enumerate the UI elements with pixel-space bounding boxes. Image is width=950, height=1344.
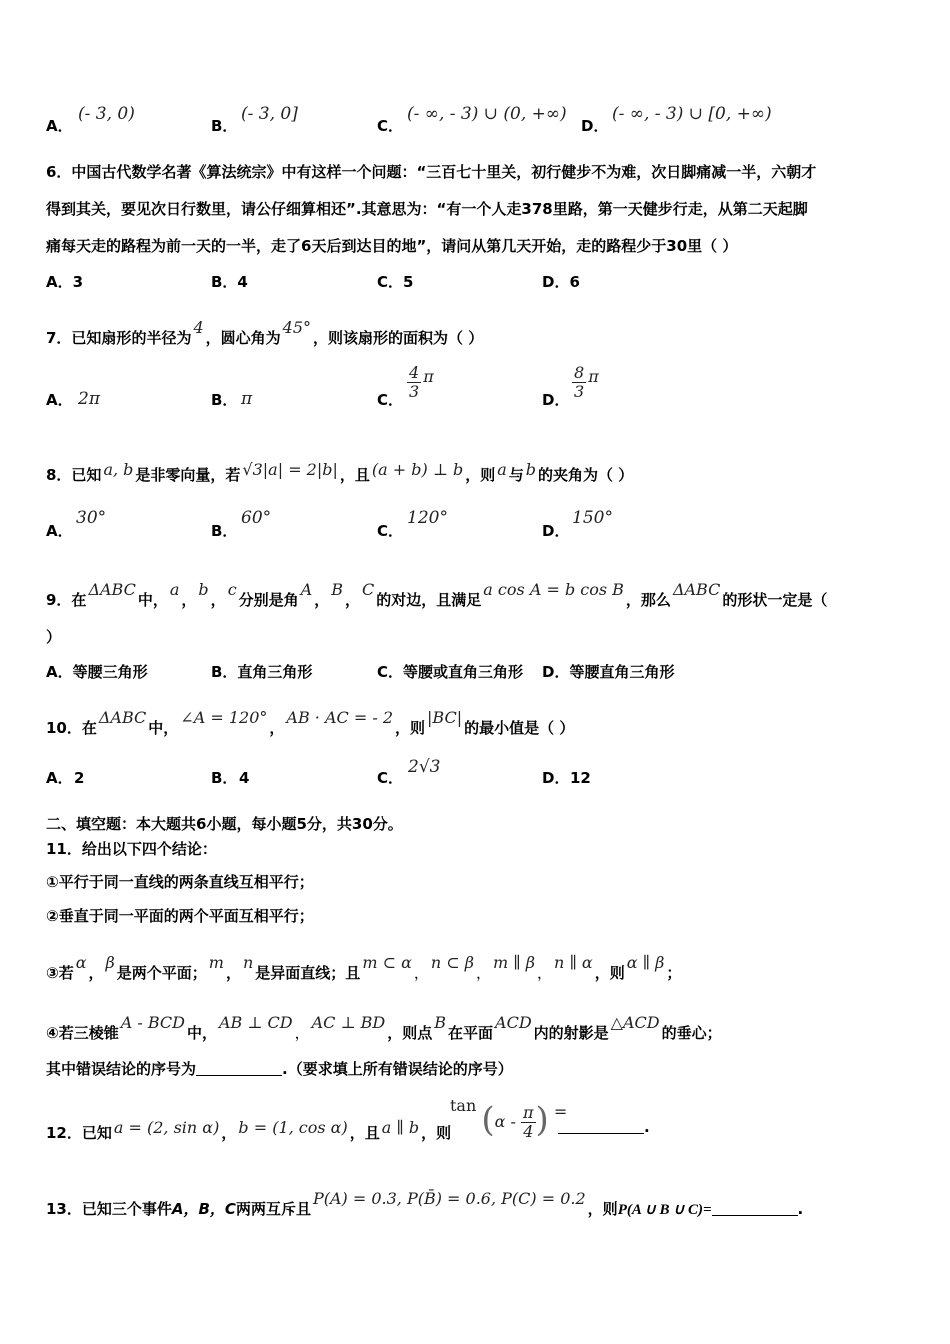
q12-text-3: ，且	[349, 1124, 380, 1142]
q7-option-d	[572, 364, 601, 401]
q9-option-c: C．等腰或直角三角形	[377, 663, 524, 681]
section-heading-fill-in: 二、填空题：本大题共6小题，每小题5分，共30分。	[46, 815, 403, 833]
q11-question	[46, 1059, 513, 1079]
q8-text-2: 是非零向量，若	[135, 466, 241, 484]
q5-option-d-expr: (- ∞, - 3) ∪ [0, +∞)	[612, 104, 772, 124]
q8-text-6: 的夹角为（ ）	[538, 466, 634, 484]
q11-ask-text-2: .（要求填上所有错误结论的序号）	[282, 1060, 513, 1078]
q11-s3-text-2: ，	[88, 964, 104, 982]
q11-statement-4: ④若三棱锥A - BCD中，AB ⊥ CD，AC ⊥ BD，则点B在平面ACD内的射影是△ACD的垂心；	[46, 1013, 722, 1042]
q12-answer	[558, 1118, 650, 1136]
q8-vars: a, b	[103, 460, 134, 479]
q6-text-line2: 得到其关，要见次日行数里，请公仔细算相还”.其意思为：“有一个人走378里路，第一天健步行走，从第二天起脚	[46, 200, 808, 218]
q10-triangle: ΔABC	[98, 708, 147, 727]
q11-s4-text-3: ，则点	[387, 1024, 433, 1042]
q12-tan: tan	[450, 1096, 477, 1115]
q12-text-2: ，	[221, 1124, 237, 1142]
q13-ask: P(A ∪ B ∪ C)=	[617, 1202, 712, 1218]
q9-side-a: a	[169, 580, 180, 599]
q8-stem	[46, 460, 633, 485]
q12-end: .	[644, 1118, 650, 1136]
q13-text-3: ，则	[587, 1200, 618, 1218]
q11-s3-result: α ∥ β	[626, 953, 665, 972]
q11-s3-beta: β	[105, 953, 115, 972]
q10-option-a: 2	[74, 769, 85, 787]
q7-option-b-label: B．	[211, 391, 238, 409]
q8-vector-b: b	[525, 460, 537, 479]
q11-s3-cond-1: m ⊂ α	[362, 953, 412, 972]
q9-text-3: 分别是角	[238, 591, 299, 609]
q11-s4-text-1: ④若三棱锥	[46, 1024, 119, 1042]
q12-vector-b: b = (1, cos α)	[238, 1118, 348, 1137]
q7-option-d-fraction	[572, 364, 586, 401]
q12-equals: =	[553, 1102, 568, 1121]
q11-s4-point-b: B	[434, 1013, 446, 1032]
q11-s4-plane: ACD	[495, 1013, 532, 1032]
q10-dot-product: AB · AC = - 2	[286, 708, 394, 727]
q12-vector-a: a = (2, sin α)	[113, 1118, 220, 1137]
q6-text-line3: 痛每天走的路程为前一天的一半，走了6天后到达目的地”，请问从第几天开始，走的路程少于30里（ ）	[46, 237, 738, 255]
q11-s3-text-3: 是两个平面；	[116, 964, 207, 982]
q11-s4-triangle: △ACD	[610, 1013, 660, 1032]
q11-intro: 11．给出以下四个结论：	[46, 840, 217, 858]
q9-text-2: 中，	[137, 591, 168, 609]
q8-condition-2: (a + b) ⊥ b	[371, 460, 464, 479]
q9-option-b: B．直角三角形	[211, 663, 313, 681]
q8-condition-1: √3|a| = 2|b|	[242, 460, 338, 479]
q7-option-a: 2π	[78, 389, 100, 409]
q9-angle-c: C	[362, 580, 375, 599]
q7-option-c-pi: π	[423, 367, 434, 386]
q12-text-1: 12．已知	[46, 1124, 112, 1142]
q12-expression: tan (α - $\frac{\pi}{4}$ ) =	[450, 1096, 568, 1141]
q7-option-d-pi: π	[588, 367, 599, 386]
q12-answer-blank[interactable]	[558, 1119, 644, 1134]
q8-option-d: 150°	[572, 508, 613, 528]
q11-s3-text-6: ，则	[594, 964, 625, 982]
q11-statement-2: ②垂直于同一平面的两个平面互相平行；	[46, 907, 314, 925]
q9-comma-4: ，	[345, 591, 361, 609]
q13-text-2: 两两互斥且	[235, 1200, 311, 1218]
q11-s3-text-1: ③若	[46, 964, 74, 982]
q6-option-c: C．5	[377, 273, 414, 291]
q9-option-d: D．等腰直角三角形	[542, 663, 675, 681]
q9-text-1: 9．在	[46, 591, 87, 609]
q7-option-c-numerator: 4	[409, 363, 420, 382]
q9-text-5: ，那么	[625, 591, 671, 609]
q9-triangle: ΔABC	[88, 580, 136, 599]
q11-s3-alpha: α	[75, 953, 87, 972]
q11-s3-cond-3: m ∥ β	[493, 953, 536, 972]
q8-option-c: 120°	[407, 508, 448, 528]
q11-s3-text-5: 是异面直线；且	[255, 964, 361, 982]
q11-s3-cond-2: n ⊂ β	[430, 953, 475, 972]
q9-text-6: 的形状一定是（	[722, 591, 828, 609]
q10-option-a-label: A．	[46, 769, 73, 787]
q11-s4-pyramid: A - BCD	[120, 1013, 185, 1032]
q8-option-c-label: C．	[377, 522, 404, 540]
q7-text-2: ，圆心角为	[205, 329, 281, 347]
q7-option-c-label: C．	[377, 391, 404, 409]
q10-option-b: 4	[239, 769, 250, 787]
q7-option-c-denominator: 3	[409, 382, 420, 401]
q7-text-1: 7．已知扇形的半径为	[46, 329, 192, 347]
q10-option-d-label: D．	[542, 769, 570, 787]
q7-option-a-label: A．	[46, 391, 73, 409]
q8-vector-a: a	[497, 460, 507, 479]
q11-statement-3: ③若α，β是两个平面；m，n是异面直线；且m ⊂ α，n ⊂ β，m ∥ β，n ∥ α，则α ∥ β；	[46, 953, 682, 982]
q6-option-a: A．3	[46, 273, 84, 291]
q7-option-b: π	[241, 389, 253, 409]
q7-angle: 45°	[282, 318, 312, 337]
q5-option-b-expr: (- 3, 0]	[241, 104, 298, 124]
q10-stem	[46, 708, 574, 738]
q8-text-5: 与	[508, 466, 524, 484]
q7-option-c-fraction	[407, 364, 421, 401]
q7-stem	[46, 318, 483, 348]
q11-s3-n: n	[242, 953, 254, 972]
q10-option-b-label: B．	[211, 769, 238, 787]
q10-option-d: 12	[570, 769, 591, 787]
q11-s4-text-4: 在平面	[448, 1024, 494, 1042]
q13-text-1: 13．已知三个事件	[46, 1200, 172, 1218]
q13-stem	[46, 1189, 803, 1220]
q10-text-5: 的最小值是（ ）	[464, 719, 575, 737]
q9-angle-b: B	[331, 580, 344, 599]
q9-comma-1: ，	[181, 591, 197, 609]
q5-option-c-expr: (- ∞, - 3) ∪ (0, +∞)	[407, 104, 567, 124]
q7-text-3: ，则该扇形的面积为（ ）	[313, 329, 484, 347]
q6-option-b: B．4	[211, 273, 248, 291]
q11-s3-cond-4: n ∥ α	[554, 953, 593, 972]
q11-s4-text-5: 内的射影是	[533, 1024, 609, 1042]
q11-s3-text-4: ，	[225, 964, 241, 982]
q8-option-b-label: B．	[211, 522, 238, 540]
q5-option-a-expr: (- 3, 0)	[78, 104, 135, 124]
q11-s3-m: m	[208, 953, 224, 972]
q9-equation: a cos A = b cos B	[483, 580, 624, 599]
q8-text-1: 8．已知	[46, 466, 102, 484]
q10-text-3: ，	[269, 719, 285, 737]
q7-radius: 4	[193, 318, 204, 337]
q9-comma-2: ，	[210, 591, 226, 609]
q9-stem	[46, 580, 827, 610]
q9-side-c: c	[227, 580, 237, 599]
q10-bc-norm: |BC|	[427, 708, 463, 727]
q12-pi-numerator: π	[523, 1103, 534, 1122]
q6-option-d: D．6	[542, 273, 580, 291]
q10-angle: ∠A = 120°	[180, 708, 268, 727]
q8-option-b: 60°	[241, 508, 272, 528]
q8-option-d-label: D．	[542, 522, 570, 540]
q9-text-4: 的对边，且满足	[376, 591, 482, 609]
q11-answer-blank[interactable]	[196, 1061, 282, 1076]
q11-s4-text-6: 的垂心；	[661, 1024, 722, 1042]
q10-text-2: 中，	[148, 719, 179, 737]
q12-parallel: a ∥ b	[381, 1118, 420, 1137]
q5-option-b-label: B．	[211, 117, 238, 135]
q9-angle-a: A	[300, 580, 313, 599]
q8-option-a-label: A．	[46, 522, 73, 540]
q10-option-c-label: C．	[377, 769, 404, 787]
q5-option-c-label: C．	[377, 117, 404, 135]
q9-side-b: b	[198, 580, 209, 599]
q12-pi-over-4	[521, 1104, 536, 1141]
q9-option-a: A．等腰三角形	[46, 663, 148, 681]
q11-ask-text-1: 其中错误结论的序号为	[46, 1060, 197, 1078]
q10-text-4: ，则	[395, 719, 426, 737]
q8-text-3: ，且	[339, 466, 370, 484]
q11-s4-text-2: 中，	[186, 1024, 217, 1042]
q13-events: A，B，C	[171, 1200, 236, 1218]
q12-pi-denominator: 4	[523, 1122, 534, 1141]
q5-option-a-label: A．	[46, 117, 73, 135]
q9-triangle-2: ΔABC	[672, 580, 721, 599]
q12-alpha-minus: α -	[494, 1112, 516, 1131]
q11-s4-cond-2: AC ⊥ BD	[311, 1013, 386, 1032]
q9-text-line2: ）	[46, 628, 62, 646]
q13-end: .	[797, 1200, 804, 1218]
q12-stem	[46, 1118, 451, 1143]
q13-probabilities: P(A) = 0.3, P(B̄) = 0.6, P(C) = 0.2	[312, 1189, 586, 1208]
q7-option-d-label: D．	[542, 391, 570, 409]
q12-text-4: ，则	[421, 1124, 452, 1142]
q7-option-d-denominator: 3	[574, 382, 585, 401]
q5-option-d-label: D．	[581, 117, 609, 135]
q9-comma-3: ，	[314, 591, 330, 609]
q13-answer-blank[interactable]	[712, 1201, 798, 1216]
q6-text-line1: 6．中国古代数学名著《算法统宗》中有这样一个问题：“三百七十里关，初行健步不为难，次日脚痛减一半，六朝才	[46, 163, 817, 181]
q8-text-4: ，则	[465, 466, 496, 484]
q7-option-c	[407, 364, 436, 401]
q11-s4-cond-1: AB ⊥ CD	[218, 1013, 293, 1032]
q10-text-1: 10．在	[46, 719, 97, 737]
q10-option-c: 2√3	[408, 757, 441, 777]
q8-option-a: 30°	[76, 508, 107, 528]
q11-s3-text-7: ；	[666, 964, 682, 982]
q11-statement-1: ①平行于同一直线的两条直线互相平行；	[46, 873, 314, 891]
q7-option-d-numerator: 8	[574, 363, 585, 382]
